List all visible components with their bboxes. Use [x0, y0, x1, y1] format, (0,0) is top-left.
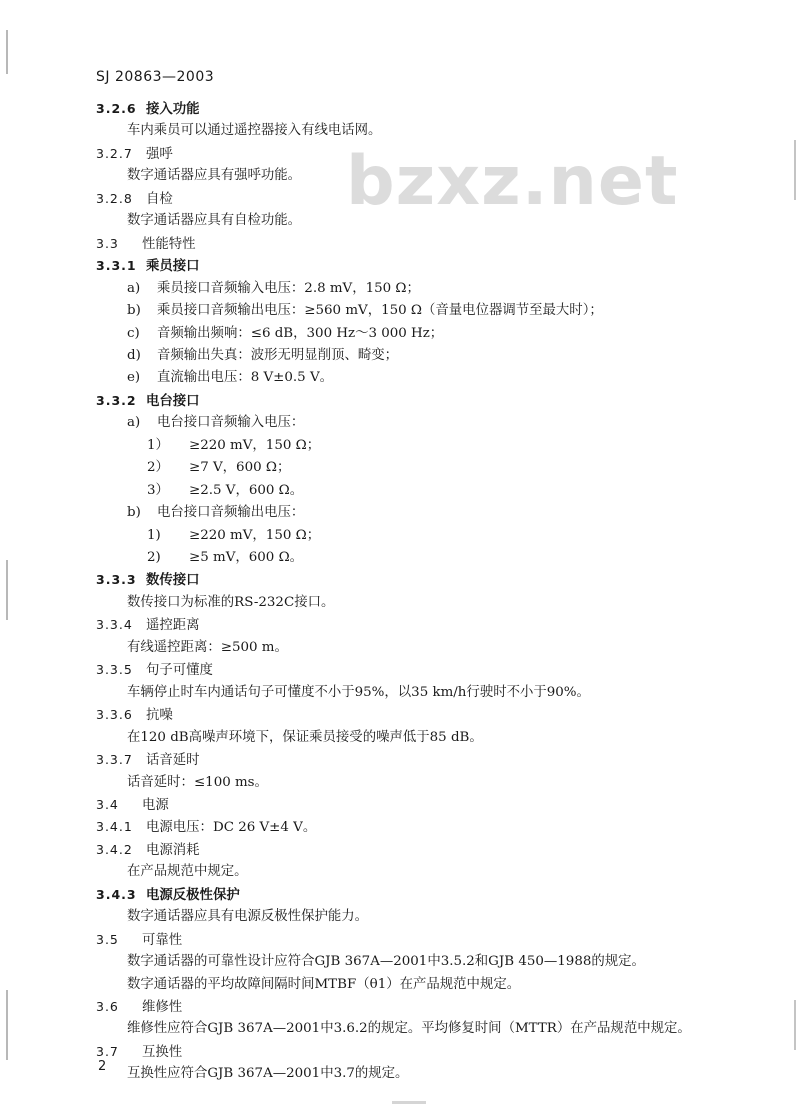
- list-marker: a): [127, 415, 141, 431]
- section-heading: [96, 190, 173, 209]
- list-item-text: ≥2.5 V，600 Ω。: [189, 482, 304, 498]
- list-item-text: 电台接口音频输出电压：: [157, 505, 305, 521]
- section-title: 话音延时: [146, 753, 200, 769]
- section-number: 3.4.1: [96, 819, 133, 835]
- section-heading: [96, 796, 169, 815]
- paragraph-line: 维修性应符合GJB 367A—2001中3.6.2的规定。平均修复时间（MTTR）在产品规范中规定。: [127, 1021, 691, 1037]
- section-heading: [96, 616, 200, 635]
- list-item-text: ≥220 mV，150 Ω；: [189, 527, 321, 543]
- section-heading: [96, 751, 200, 770]
- list-marker: e): [127, 370, 141, 386]
- section-number: 3.7: [96, 1043, 119, 1059]
- section-heading: [96, 841, 200, 860]
- section-number: 3.3.5: [96, 662, 133, 678]
- section-title: 自检: [146, 191, 173, 207]
- section-heading: [96, 145, 173, 164]
- section-title: 电源: [142, 797, 169, 813]
- section-title: 接入功能: [146, 101, 200, 117]
- section-title: 句子可懂度: [146, 663, 213, 679]
- section-number: 3.4.2: [96, 841, 133, 857]
- list-item: [127, 347, 398, 365]
- section-number: 3.3.1: [96, 258, 137, 274]
- paragraph-line: 话音延时：≤100 ms。: [127, 774, 268, 790]
- paragraph-line: 数字通话器的平均故障间隔时间MTBF（θ1）在产品规范中规定。: [127, 976, 521, 992]
- section-title: 维修性: [142, 1000, 183, 1015]
- section-heading: [96, 661, 213, 680]
- section-heading: [96, 1043, 182, 1062]
- paragraph-line: 数传接口为标准的RS-232C接口。: [127, 594, 335, 610]
- section-title: 乘员接口: [146, 258, 200, 275]
- list-item-text: ≥5 mV，600 Ω。: [189, 550, 304, 565]
- paragraph-line: 数字通话器应具有自检功能。: [127, 213, 302, 229]
- scan-edge-right: [794, 1000, 796, 1050]
- section-heading: [96, 818, 316, 837]
- section-number: 3.2.7: [96, 145, 133, 161]
- paragraph-line: 数字通话器的可靠性设计应符合GJB 367A—2001中3.5.2和GJB 450—1988的规定。: [127, 954, 645, 970]
- section-heading: [96, 100, 200, 119]
- section-heading: [96, 392, 200, 411]
- section-number: 3.3: [96, 235, 119, 251]
- list-item: [127, 325, 443, 343]
- list-marker: c): [127, 325, 140, 341]
- list-item: [127, 504, 304, 522]
- list-marker: b): [127, 505, 141, 521]
- section-heading: [96, 257, 200, 276]
- watermark: bzxz.net: [346, 142, 679, 221]
- section-number: 3.3.2: [96, 392, 137, 408]
- list-item: [127, 369, 333, 387]
- section-title: 电源电压：DC 26 V±4 V。: [146, 820, 317, 836]
- page-number: 2: [98, 1059, 107, 1074]
- list-marker: 2): [147, 550, 161, 565]
- paragraph-line: 在120 dB高噪声环境下，保证乘员接受的噪声低于85 dB。: [127, 729, 483, 745]
- section-number: 3.5: [96, 931, 119, 947]
- section-heading: [96, 571, 200, 590]
- paragraph-line: 车辆停止时车内通话句子可懂度不小于95%，以35 km/h行驶时不小于90%。: [127, 684, 590, 700]
- section-heading: [96, 706, 173, 725]
- section-heading: [96, 998, 182, 1017]
- scan-edge-left: [6, 990, 8, 1060]
- list-marker: 2）: [147, 460, 169, 476]
- section-number: 3.6: [96, 999, 119, 1014]
- list-marker: 1）: [147, 437, 169, 453]
- scan-edge-right: [794, 140, 796, 200]
- section-title: 互换性: [142, 1044, 183, 1060]
- sub-list-item: [147, 459, 290, 477]
- section-title: 电源消耗: [146, 842, 200, 858]
- section-title: 抗噪: [146, 708, 173, 724]
- section-title: 数传接口: [146, 572, 200, 589]
- paragraph-line: 互换性应符合GJB 367A—2001中3.7的规定。: [127, 1066, 409, 1082]
- list-marker: a): [127, 280, 141, 296]
- section-heading: [96, 235, 196, 254]
- section-title: 电台接口: [146, 392, 200, 409]
- section-heading: [96, 931, 182, 950]
- list-item-text: 直流输出电压：8 V±0.5 V。: [157, 370, 334, 386]
- paragraph-line: 有线遥控距离：≥500 m。: [127, 639, 288, 655]
- list-item: [127, 280, 420, 298]
- section-number: 3.2.6: [96, 101, 137, 116]
- sub-list-item: [147, 527, 320, 545]
- list-marker: b): [127, 303, 141, 319]
- list-item-text: 音频输出频响：≤6 dB，300 Hz～3 000 Hz；: [157, 325, 444, 341]
- section-number: 3.3.4: [96, 617, 133, 633]
- section-number: 3.2.8: [96, 190, 133, 206]
- scan-edge-left: [6, 30, 8, 74]
- paragraph-line: 在产品规范中规定。: [127, 864, 248, 880]
- section-title: 性能特性: [142, 236, 196, 252]
- list-marker: d): [127, 347, 141, 363]
- paragraph-line: 数字通话器应具有强呼功能。: [127, 168, 302, 184]
- list-item: [127, 414, 304, 432]
- document-header: SJ 20863—2003: [96, 69, 215, 85]
- section-number: 3.4.3: [96, 886, 137, 902]
- section-title: 强呼: [146, 146, 173, 162]
- list-item: [127, 302, 603, 320]
- section-heading: [96, 886, 240, 905]
- scan-edge-left: [6, 560, 8, 620]
- section-title: 遥控距离: [146, 618, 200, 634]
- section-title: 可靠性: [142, 932, 183, 948]
- list-item-text: ≥220 mV，150 Ω；: [189, 437, 321, 453]
- section-title: 电源反极性保护: [146, 886, 240, 903]
- scan-mark: [392, 1101, 426, 1104]
- list-item-text: 电台接口音频输入电压：: [157, 415, 305, 431]
- section-number: 3.4: [96, 796, 119, 812]
- list-marker: 3）: [147, 482, 169, 498]
- paragraph-line: 车内乘员可以通过遥控器接入有线电话网。: [127, 123, 382, 139]
- list-item-text: ≥7 V，600 Ω；: [189, 460, 291, 476]
- paragraph-line: 数字通话器应具有电源反极性保护能力。: [127, 909, 369, 925]
- sub-list-item: [147, 482, 303, 500]
- section-number: 3.3.6: [96, 707, 133, 723]
- list-item-text: 乘员接口音频输出电压：≥560 mV，150 Ω（音量电位器调节至最大时）；: [157, 303, 603, 319]
- list-item-text: 乘员接口音频输入电压：2.8 mV，150 Ω；: [157, 280, 420, 296]
- list-marker: 1): [147, 527, 161, 543]
- section-number: 3.3.3: [96, 572, 137, 588]
- sub-list-item: [147, 549, 303, 567]
- section-number: 3.3.7: [96, 752, 133, 768]
- sub-list-item: [147, 437, 320, 455]
- list-item-text: 音频输出失真：波形无明显削顶、畸变；: [157, 347, 399, 363]
